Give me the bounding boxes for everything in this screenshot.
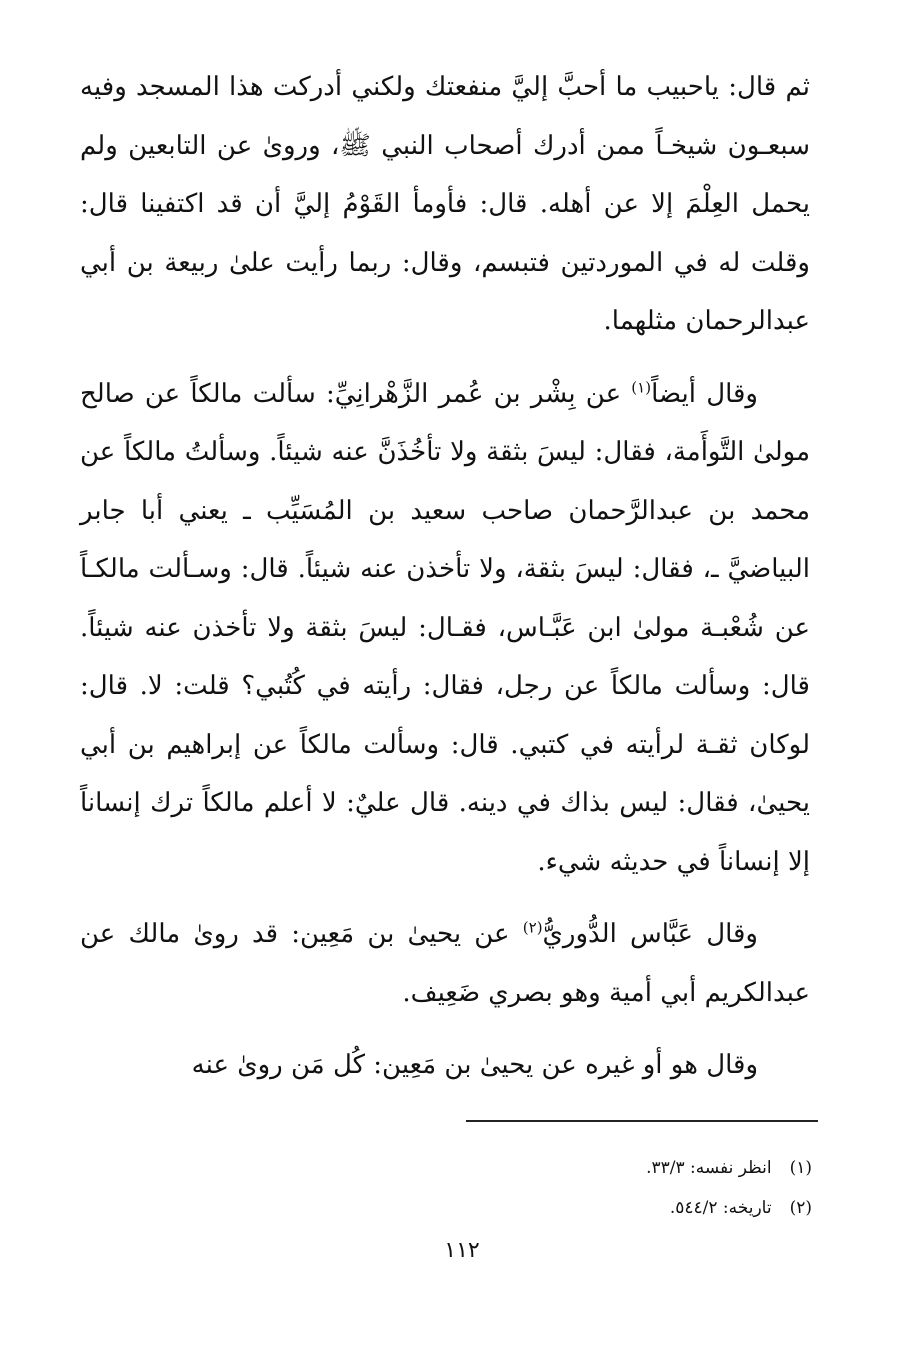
footnote: [420, 1148, 812, 1188]
page-number: ١١٢: [444, 1238, 480, 1263]
paragraph: [80, 905, 810, 1022]
footnote-number: (٢): [789, 1198, 812, 1218]
footnote-number: (١): [789, 1158, 812, 1178]
paragraph-text: عن يحيىٰ بن مَعِين: قد روىٰ مالك عن عبدالكريم أبي أمية وهو بصري ضَعِيف.: [80, 919, 810, 1008]
paragraph: وقال هو أو غيره عن يحيىٰ بن مَعِين: كُل مَن روىٰ عنه: [191, 1050, 758, 1080]
paragraph: ثم قال: ياحبيب ما أحبَّ إليَّ منفعتك ولكني أدركت هذا المسجد وفيه سبعـون شيخـاً ممن أدرك أصحاب النبي ﷺ، وروىٰ عن التابعين ولم يحمل العِلْمَ إلا عن أهله. قال: فأومأ القَوْمُ إليَّ أن قد اكتفينا قال: وقلت له في الموردتين فتبسم، وقال: ربما رأيت علىٰ ربيعة بن أبي عبدالرحمان مثلهما.: [80, 72, 810, 336]
paragraph-text: وقال أيضاً: [651, 378, 758, 409]
paragraph: [80, 365, 810, 892]
footnote-separator: [466, 1120, 818, 1122]
paragraph-text: عن بِشْر بن عُمر الزَّهْرانِيِّ: سألت مالكاً عن صالح مولىٰ التَّوأَمة، فقال: ليسَ بثقة ولا تأخُذَنَّ عنه شيئاً. وسألتُ مالكاً عن محمد بن عبدالرَّحمان صاحب سعيد بن المُسَيِّب ـ يعني أبا جابر البياضيَّ ـ، فقال: ليسَ بثقة، ولا تأخذن عنه شيئاً. قال: وسـألت مالكـاً عن شُعْبـة مولىٰ ابن عَبَّـاس، فقـال: ليسَ بثقة ولا تأخذن عنه شيئاً. قال: وسألت مالكاً عن رجل، فقال: رأيته في كُتُبي؟ قلت: لا. قال: لوكان ثقـة لرأيته في كتبي. قال: وسألت مالكاً عن إبراهيم بن أبي يحيىٰ، فقال: ليس بذاك في دينه. قال عليٌ: لا أعلم مالكاً ترك إنساناً إلا إنساناً في حديثه شيء.: [80, 378, 810, 877]
main-text: [80, 58, 810, 1095]
footnote-text: تاريخه: ٥٤٤/٢.: [669, 1198, 772, 1218]
footnotes: [420, 1148, 812, 1228]
footnote: [420, 1188, 812, 1228]
footnote-text: انظر نفسه: ٣٣/٣.: [646, 1158, 772, 1178]
footnote-reference[interactable]: (٢): [522, 918, 543, 937]
footnote-reference[interactable]: (١): [631, 377, 652, 396]
paragraph-text: وقال عَبَّاس الدُّوريُّ: [542, 919, 758, 949]
